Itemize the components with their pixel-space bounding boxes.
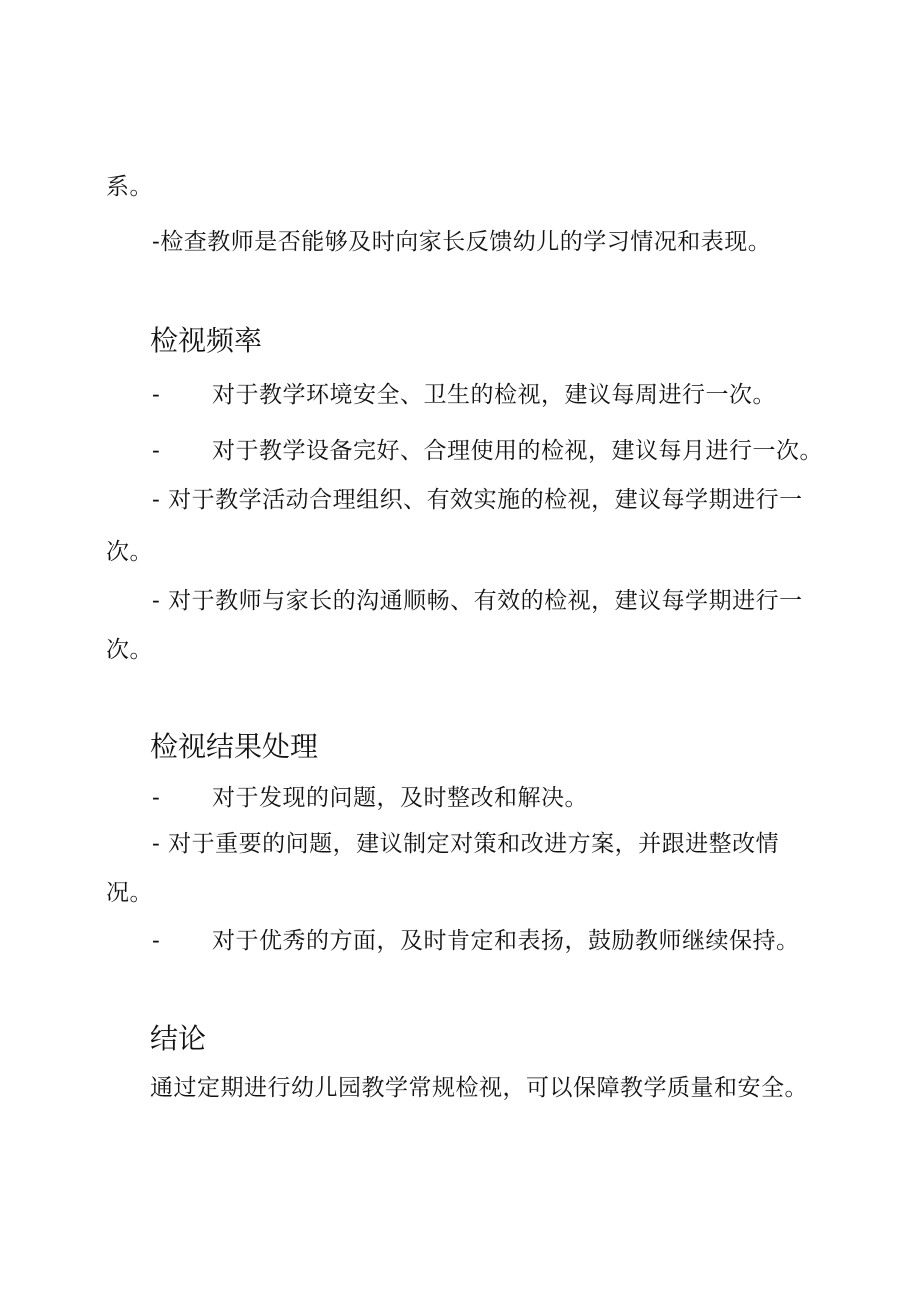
list-item: - 对于教学活动合理组织、有效实施的检视，建议每学期进行一 (152, 487, 803, 513)
list-item: - 对于重要的问题，建议制定对策和改进方案，并跟进整改情 (152, 831, 780, 857)
list-item: 对于教学设备完好、合理使用的检视，建议每月进行一次。 (212, 438, 823, 464)
conclusion-text: 通过定期进行幼儿园教学常规检视，可以保障教学质量和安全。 (150, 1075, 808, 1101)
list-item-continuation: 况。 (106, 880, 153, 906)
list-dash: - (152, 382, 160, 408)
list-item: 对于发现的问题，及时整改和解决。 (212, 785, 588, 811)
list-dash: - (152, 438, 160, 464)
section-heading-conclusion: 结论 (150, 1022, 207, 1055)
list-dash: - (152, 928, 160, 954)
list-item-continuation: 次。 (106, 637, 153, 663)
section-heading-results: 检视结果处理 (150, 730, 319, 763)
list-item: 对于优秀的方面，及时肯定和表扬，鼓励教师继续保持。 (212, 928, 800, 954)
section-heading-frequency: 检视频率 (150, 324, 263, 357)
list-item-continuation: 次。 (106, 539, 153, 565)
list-item: -检查教师是否能够及时向家长反馈幼儿的学习情况和表现。 (152, 229, 772, 255)
list-item: - 对于教师与家长的沟通顺畅、有效的检视，建议每学期进行一 (152, 588, 803, 614)
continuation-text: 系。 (106, 174, 153, 200)
list-dash: - (152, 785, 160, 811)
list-item: 对于教学环境安全、卫生的检视，建议每周进行一次。 (212, 382, 776, 408)
